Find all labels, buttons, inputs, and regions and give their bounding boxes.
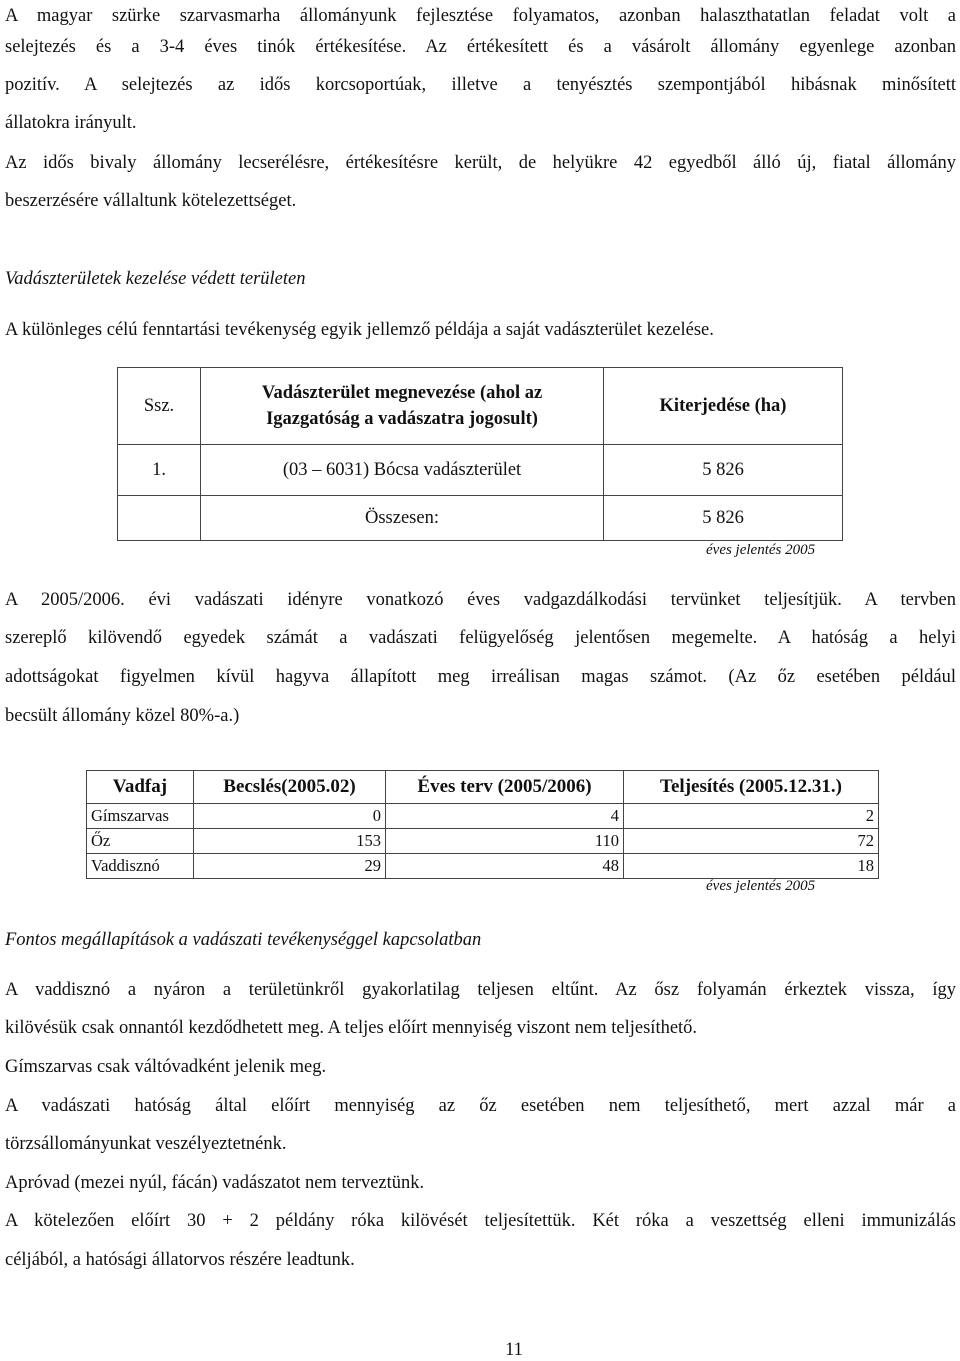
intro-p1-line1: A magyar szürke szarvasmarha állományunk fejlesztése folyamatos, azonban halaszthatatlan feladat volt a — [5, 6, 956, 26]
findings-line5: törzsállományunkat veszélyeztetnénk. — [5, 1134, 287, 1154]
findings-line1: A vaddisznó a nyáron a területünkről gyakorlatilag teljesen eltűnt. Az ősz folyamán érkeztek vissza, így — [5, 980, 956, 1000]
cell-done: 2 — [624, 804, 879, 829]
header-plan: Éves terv (2005/2006) — [386, 771, 624, 804]
table-total-row — [118, 496, 843, 541]
findings-line8: céljából, a hatósági állatorvos részére leadtunk. — [5, 1250, 355, 1270]
cell-plan: 48 — [386, 854, 624, 879]
table-header-row — [87, 771, 879, 804]
findings-line3: Gímszarvas csak váltóvadként jelenik meg. — [5, 1057, 327, 1077]
table-row — [118, 445, 843, 496]
para3-line1: A 2005/2006. évi vadászati idényre vonatkozó éves vadgazdálkodási tervünket teljesítjük. A tervben — [5, 590, 956, 610]
findings-line2: kilövésük csak onnantól kezdődhetett meg. A teljes előírt mennyiség viszont nem teljesíthető. — [5, 1018, 698, 1038]
table-row — [87, 804, 879, 829]
cell-species: Gímszarvas — [87, 804, 194, 829]
intro-p2-line2: beszerzésére vállaltunk kötelezettséget. — [5, 191, 297, 211]
header-ssz: Ssz. — [118, 368, 201, 445]
cell-species: Őz — [87, 829, 194, 854]
table-header-row — [118, 368, 843, 445]
table1-source: éves jelentés 2005 — [706, 542, 816, 558]
hunting-area-table — [117, 367, 843, 541]
para3-line3: adottságokat figyelmen kívül hagyva állapított meg irreálisan magas számot. (Az őz esetében például — [5, 667, 956, 687]
table2-source: éves jelentés 2005 — [706, 878, 816, 894]
cell-area-name: (03 – 6031) Bócsa vadászterület — [201, 445, 604, 496]
header-extent: Kiterjedése (ha) — [604, 368, 843, 445]
section-heading-hunting-areas: Vadászterületek kezelése védett területen — [5, 269, 306, 289]
findings-line6: Apróvad (mezei nyúl, fácán) vadászatot nem terveztünk. — [5, 1173, 425, 1193]
cell-species: Vaddisznó — [87, 854, 194, 879]
cell-estimate: 29 — [194, 854, 386, 879]
cell-area: 5 826 — [604, 445, 843, 496]
para3-line2: szereplő kilövendő egyedek számát a vadászati felügyelőség jelentősen megemelte. A hatóság a helyi — [5, 628, 956, 648]
table-row — [87, 854, 879, 879]
cell-done: 18 — [624, 854, 879, 879]
page-number: 11 — [505, 1340, 523, 1360]
table-row — [87, 829, 879, 854]
intro-p1-line2: selejtezés és a 3-4 éves tinók értékesítése. Az értékesített és a vásárolt állomány egyenlege azonban — [5, 37, 956, 57]
intro-p1-line3: pozitív. A selejtezés az idős korcsoportúak, illetve a tenyésztés szempontjából hibásnak minősített — [5, 75, 956, 95]
cell-estimate: 0 — [194, 804, 386, 829]
findings-line4: A vadászati hatóság által előírt mennyiség az őz esetében nem teljesíthető, mert azzal már a — [5, 1096, 956, 1116]
cell-plan: 110 — [386, 829, 624, 854]
findings-line7: A kötelezően előírt 30 + 2 példány róka kilövését teljesítettük. Két róka a veszettség elleni immunizálás — [5, 1211, 956, 1231]
header-estimate: Becslés(2005.02) — [194, 771, 386, 804]
section-heading-findings: Fontos megállapítások a vadászati tevékenységgel kapcsolatban — [5, 930, 482, 950]
cell-total-label: Összesen: — [201, 496, 604, 541]
cell-total-area: 5 826 — [604, 496, 843, 541]
cell-done: 72 — [624, 829, 879, 854]
section1-text: A különleges célú fenntartási tevékenység egyik jellemző példája a saját vadászterület kezelése. — [5, 320, 714, 340]
intro-p1-line4: állatokra irányult. — [5, 113, 137, 133]
game-plan-table — [86, 770, 879, 879]
header-done: Teljesítés (2005.12.31.) — [624, 771, 879, 804]
header-species: Vadfaj — [87, 771, 194, 804]
para3-line4: becsült állomány közel 80%-a.) — [5, 706, 240, 726]
cell-ssz: 1. — [118, 445, 201, 496]
header-area-name: Vadászterület megnevezése (ahol az Igazgatóság a vadászatra jogosult) — [201, 368, 604, 445]
intro-p2-line1: Az idős bivaly állomány lecserélésre, értékesítésre került, de helyükre 42 egyedből álló új, fiatal állomány — [5, 153, 956, 173]
cell-plan: 4 — [386, 804, 624, 829]
cell-estimate: 153 — [194, 829, 386, 854]
